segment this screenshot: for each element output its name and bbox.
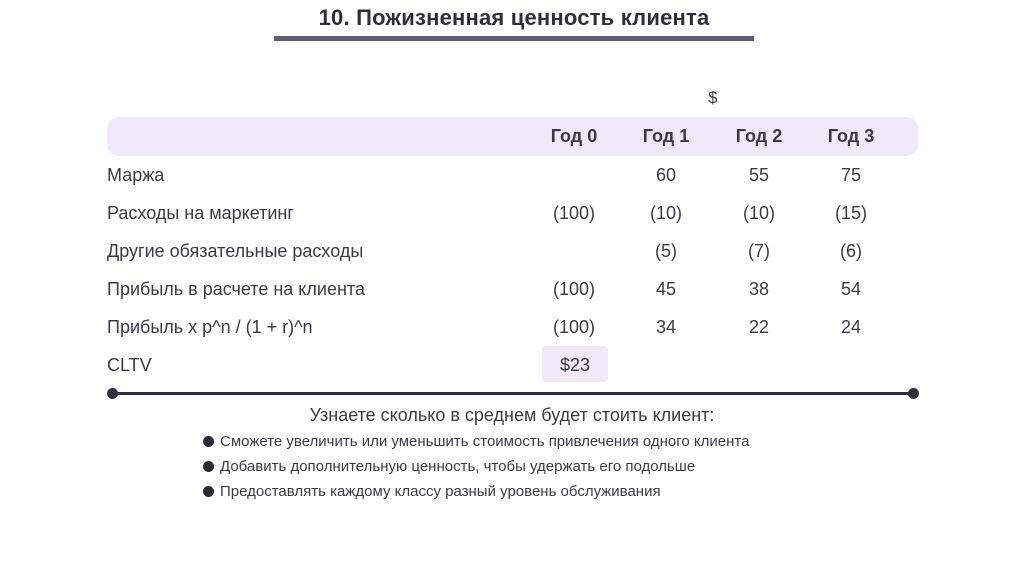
bullet-icon: [203, 436, 214, 447]
row-label-cltv: CLTV: [107, 355, 152, 375]
table-cell: 45: [655, 279, 677, 299]
divider-left-dot: [107, 388, 118, 399]
divider-right-dot: [908, 388, 919, 399]
currency-label: $: [708, 88, 718, 107]
table-cell: (100): [552, 317, 596, 337]
list-item: [203, 483, 661, 500]
table-cell: 24: [840, 317, 862, 337]
table-cell: (100): [552, 203, 596, 223]
bullet-text: Сможете увеличить или уменьшить стоимость привлечения одного клиента: [220, 433, 750, 450]
column-header-year-3: Год 3: [827, 126, 875, 146]
row-label-profit-per-customer: Прибыль в расчете на клиента: [107, 279, 365, 299]
bullet-text: Предоставлять каждому классу разный уровень обслуживания: [220, 483, 661, 500]
table-cell: (7): [748, 241, 770, 261]
column-header-year-0: Год 0: [550, 126, 598, 146]
column-header-year-2: Год 2: [735, 126, 783, 146]
table-cell: (6): [840, 241, 862, 261]
table-cell: 34: [655, 317, 677, 337]
table-cell: 38: [748, 279, 770, 299]
title-underline: [274, 36, 754, 41]
summary-title: Узнаете сколько в среднем будет стоить клиент:: [309, 405, 715, 425]
row-label-marketing-costs: Расходы на маркетинг: [107, 203, 294, 223]
table-cell: (15): [834, 203, 867, 223]
cltv-value: $23: [559, 355, 591, 375]
list-item: [203, 433, 749, 450]
table-cell: (10): [742, 203, 775, 223]
table-cell: 75: [840, 165, 862, 185]
table-cell: (10): [649, 203, 682, 223]
table-cell: 60: [655, 165, 677, 185]
table-cell: 54: [840, 279, 862, 299]
table-cell: (5): [655, 241, 677, 261]
section-divider: [112, 392, 914, 395]
table-cell: 55: [748, 165, 770, 185]
row-label-other-costs: Другие обязательные расходы: [107, 241, 364, 261]
column-header-year-1: Год 1: [642, 126, 690, 146]
bullet-text: Добавить дополнительную ценность, чтобы удержать его подольше: [220, 458, 696, 475]
table-cell: 22: [748, 317, 770, 337]
table-cell: (100): [552, 279, 596, 299]
bullet-icon: [203, 486, 214, 497]
row-label-margin: Маржа: [107, 165, 165, 185]
list-item: [203, 458, 695, 475]
row-label-discounted-profit: Прибыль x p^n / (1 + r)^n: [107, 317, 313, 337]
slide-title: 10. Пожизненная ценность клиента: [318, 5, 710, 30]
bullet-icon: [203, 461, 214, 472]
